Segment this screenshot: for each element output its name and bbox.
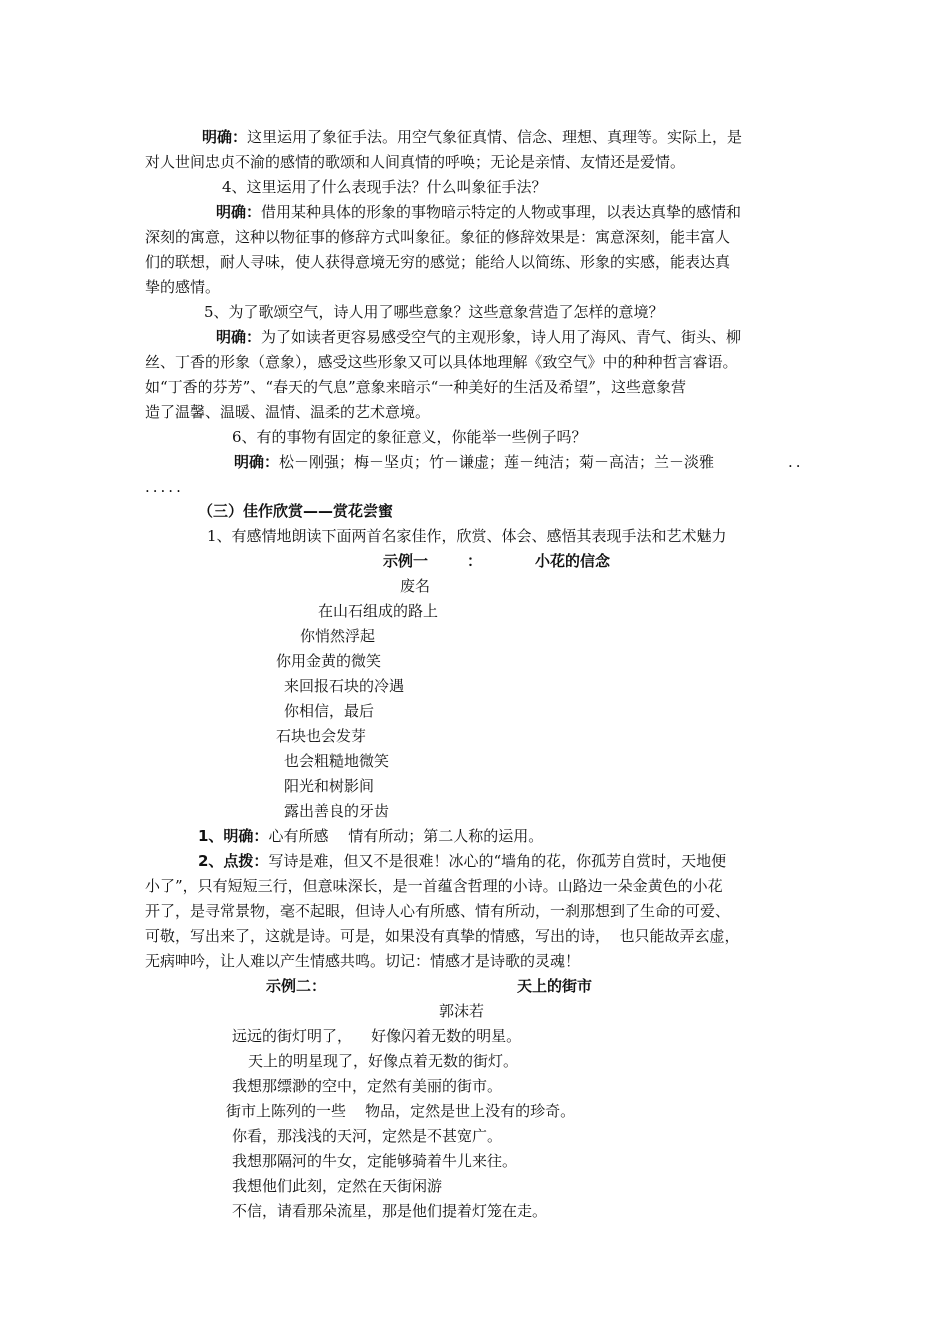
- q4-answer-line2: 深刻的寓意，这种以物征事的修辞方式叫象征。象征的修辞效果是：寓意深刻，能丰富人: [145, 228, 731, 246]
- q3-answer-line2: 对人世间忠贞不渝的感情的歌颂和人间真情的呼唤；无论是亲情、友情还是爱情。: [145, 153, 686, 171]
- poem-line: 你悄然浮起: [300, 627, 376, 645]
- q3-answer: [202, 127, 742, 147]
- poem-line: 街市上陈列的一些 物品，定然是世上没有的珍奇。: [226, 1102, 576, 1120]
- analysis-text: 写诗是难，但又不是很难！冰心的“墙角的花，你孤芳自赏时，天地便: [268, 852, 727, 870]
- analysis-2-line2: 小了”，只有短短三行，但意味深长，是一首蕴含哲理的小诗。山路边一朵金黄色的小花: [145, 877, 723, 895]
- analysis-label: 1、明确：: [198, 827, 269, 845]
- answer-text: 松－刚强；梅－坚贞；竹－谦虚；莲－纯洁；菊－高洁；兰－淡雅: [279, 453, 715, 471]
- poem2-label: 示例二：: [266, 977, 327, 995]
- trailing-dots: ..: [788, 453, 804, 471]
- poem-line: 你看，那浅浅的天河，定然是不甚宽广。: [232, 1127, 503, 1145]
- answer-text: 借用某种具体的形象的事物暗示特定的人物或事理，以表达真挚的感情和: [261, 203, 742, 221]
- q4-answer: [216, 202, 741, 222]
- analysis-label: 2、点拨：: [198, 852, 269, 870]
- q6-answer: [234, 452, 714, 472]
- poem1-title: 小花的信念: [535, 552, 611, 570]
- poem-line: 石块也会发芽: [276, 727, 367, 745]
- poem-line: 也会粗糙地微笑: [284, 752, 390, 770]
- answer-text: 这里运用了象征手法。用空气象征真情、信念、理想、真理等。实际上，是: [247, 128, 743, 146]
- poem-line: 露出善良的牙齿: [284, 802, 390, 820]
- poem1-colon: ：: [467, 552, 483, 570]
- dots-line: .....: [145, 478, 184, 496]
- answer-text: 为了如读者更容易感受空气的主观形象，诗人用了海风、青气、街头、柳: [261, 328, 742, 346]
- section-heading: （三）佳作欣赏——赏花尝蜜: [198, 502, 394, 520]
- poem1-label: 示例一: [383, 552, 429, 570]
- poem-line: 远远的街灯明了， 好像闪着无数的明星。: [232, 1027, 522, 1045]
- section-instruction: 1、有感情地朗读下面两首名家佳作，欣赏、体会、感悟其表现手法和艺术魅力: [207, 527, 727, 545]
- answer-label: 明确：: [202, 128, 248, 146]
- analysis-2: [198, 851, 726, 871]
- question-5: 5、为了歌颂空气，诗人用了哪些意象？这些意象营造了怎样的意境？: [204, 303, 664, 321]
- poem1-author: 废名: [400, 577, 431, 595]
- answer-label: 明确：: [234, 453, 280, 471]
- analysis-2-line3: 开了，是寻常景物，毫不起眼，但诗人心有所感、情有所动，一刹那想到了生命的可爱、: [145, 902, 731, 920]
- answer-label: 明确：: [216, 203, 262, 221]
- q5-answer: [216, 327, 741, 347]
- poem-line: 不信，请看那朵流星，那是他们提着灯笼在走。: [232, 1202, 548, 1220]
- analysis-1: [198, 826, 543, 846]
- poem-line: 我想他们此刻，定然在天街闲游: [232, 1177, 443, 1195]
- poem-line: 我想那隔河的牛女，定能够骑着牛儿来往。: [232, 1152, 518, 1170]
- analysis-2-line4: 可敬，写出来了，这就是诗。可是，如果没有真挚的情感，写出的诗， 也只能故弄玄虚，: [145, 927, 740, 945]
- poem2-author: 郭沫若: [439, 1002, 485, 1020]
- q4-answer-line4: 挚的感情。: [145, 278, 221, 296]
- q5-answer-line4: 造了温馨、温暖、温情、温柔的艺术意境。: [145, 403, 431, 421]
- q5-answer-line2: 丝、丁香的形象（意象），感受这些形象又可以具体地理解《致空气》中的种种哲言睿语。: [145, 353, 738, 371]
- q5-answer-line3: 如“丁香的芬芳”、“春天的气息”意象来暗示“一种美好的生活及希望”，这些意象营: [145, 378, 687, 396]
- poem2-title: 天上的街市: [517, 977, 593, 995]
- poem-line: 你相信，最后: [284, 702, 375, 720]
- q4-answer-line3: 们的联想，耐人寻味，使人获得意境无穷的感觉；能给人以简练、形象的实感，能表达真: [145, 253, 731, 271]
- poem-line: 阳光和树影间: [284, 777, 375, 795]
- question-6: 6、有的事物有固定的象征意义，你能举一些例子吗？: [232, 428, 587, 446]
- poem-line: 你用金黄的微笑: [276, 652, 382, 670]
- poem-line: 天上的明星现了，好像点着无数的街灯。: [248, 1052, 519, 1070]
- answer-label: 明确：: [216, 328, 262, 346]
- question-4: 4、这里运用了什么表现手法？什么叫象征手法？: [222, 178, 547, 196]
- poem-line: 在山石组成的路上: [318, 602, 439, 620]
- poem-line: 我想那缥渺的空中，定然有美丽的街市。: [232, 1077, 503, 1095]
- analysis-text: 心有所感 情有所动；第二人称的运用。: [268, 827, 544, 845]
- analysis-2-line5: 无病呻吟，让人难以产生情感共鸣。切记：情感才是诗歌的灵魂！: [145, 952, 581, 970]
- poem-line: 来回报石块的冷遇: [284, 677, 405, 695]
